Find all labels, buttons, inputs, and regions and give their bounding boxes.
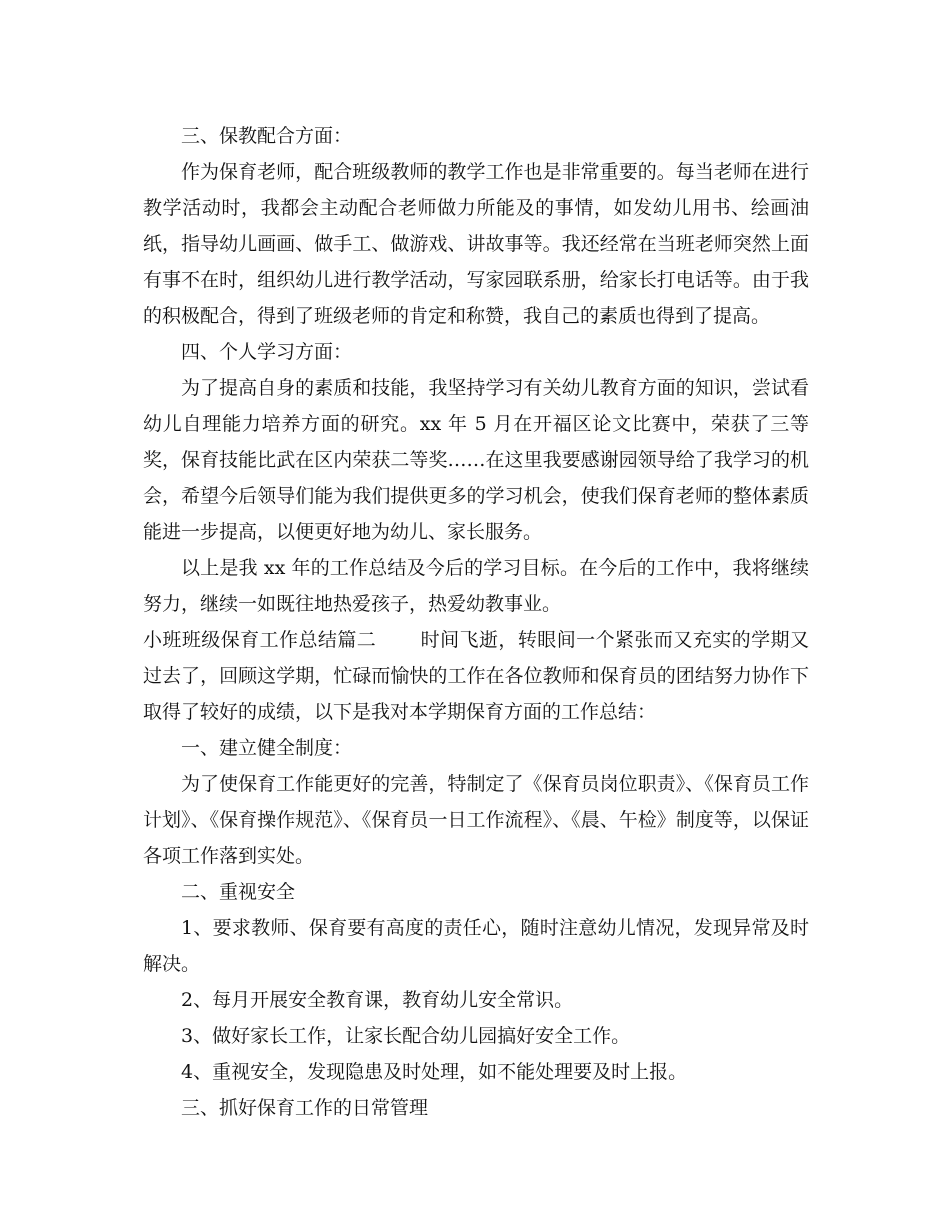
document-body <box>143 118 809 1126</box>
paragraph-conclusion: 以上是我 xx 年的工作总结及今后的学习目标。在今后的工作中，我将继续努力，继续一如既往地热爱孩子，热爱幼教事业。 <box>143 557 809 615</box>
heading-zhidu: 一、建立健全制度： <box>181 737 353 759</box>
section-two-line <box>143 622 809 730</box>
paragraph-baojiao-peihe: 作为保育老师，配合班级教师的教学工作也是非常重要的。每当老师在进行教学活动时，我都会主动配合老师做力所能及的事情，如发幼儿用书、绘画油纸，指导幼儿画画、做手工、做游戏、讲故事等。我还经常在当班老师突然上面有事不在时，组织幼儿进行教学活动，写家园联系册，给家长打电话等。由于我的积极配合，得到了班级老师的肯定和称赞，我自己的素质也得到了提高。 <box>143 161 809 327</box>
section-intro: 时间飞逝，转眼间一个紧张而又充实的学期又过去了，回顾这学期，忙碌而愉快的工作在各位教师和保育员的团结努力协作下取得了较好的成绩，以下是我对本学期保育方面的工作总结： <box>143 629 809 723</box>
heading-geren-xuexi: 四、个人学习方面： <box>181 341 353 363</box>
list-item-3: 3、做好家长工作，让家长配合幼儿园搞好安全工作。 <box>181 1025 631 1047</box>
paragraph-geren-xuexi: 为了提高自身的素质和技能，我坚持学习有关幼儿教育方面的知识，尝试看幼儿自理能力培养方面的研究。xx 年 5 月在开福区论文比赛中，荣获了三等奖，保育技能比武在区内荣获二等奖……在这里我要感谢园领导给了我学习的机会，希望今后领导们能为我们提供更多的学习机会，使我们保育老师的整体素质能进一步提高，以便更好地为幼儿、家长服务。 <box>143 377 809 543</box>
paragraph-zhidu: 为了使保育工作能更好的完善，特制定了《保育员岗位职责》、《保育员工作计划》、《保育操作规范》、《保育员一日工作流程》、《晨、午检》制度等，以保证各项工作落到实处。 <box>143 773 809 867</box>
section-title: 小班班级保育工作总结篇二 <box>143 629 377 651</box>
list-item-4: 4、重视安全，发现隐患及时处理，如不能处理要及时上报。 <box>181 1061 688 1083</box>
heading-anquan: 二、重视安全 <box>181 881 296 903</box>
list-item-2: 2、每月开展安全教育课，教育幼儿安全常识。 <box>181 989 574 1011</box>
heading-richang-guanli: 三、抓好保育工作的日常管理 <box>181 1097 429 1119</box>
list-item-1: 1、要求教师、保育要有高度的责任心，随时注意幼儿情况，发现异常及时解决。 <box>143 917 809 975</box>
heading-baojiao-peihe: 三、保教配合方面： <box>181 125 353 147</box>
